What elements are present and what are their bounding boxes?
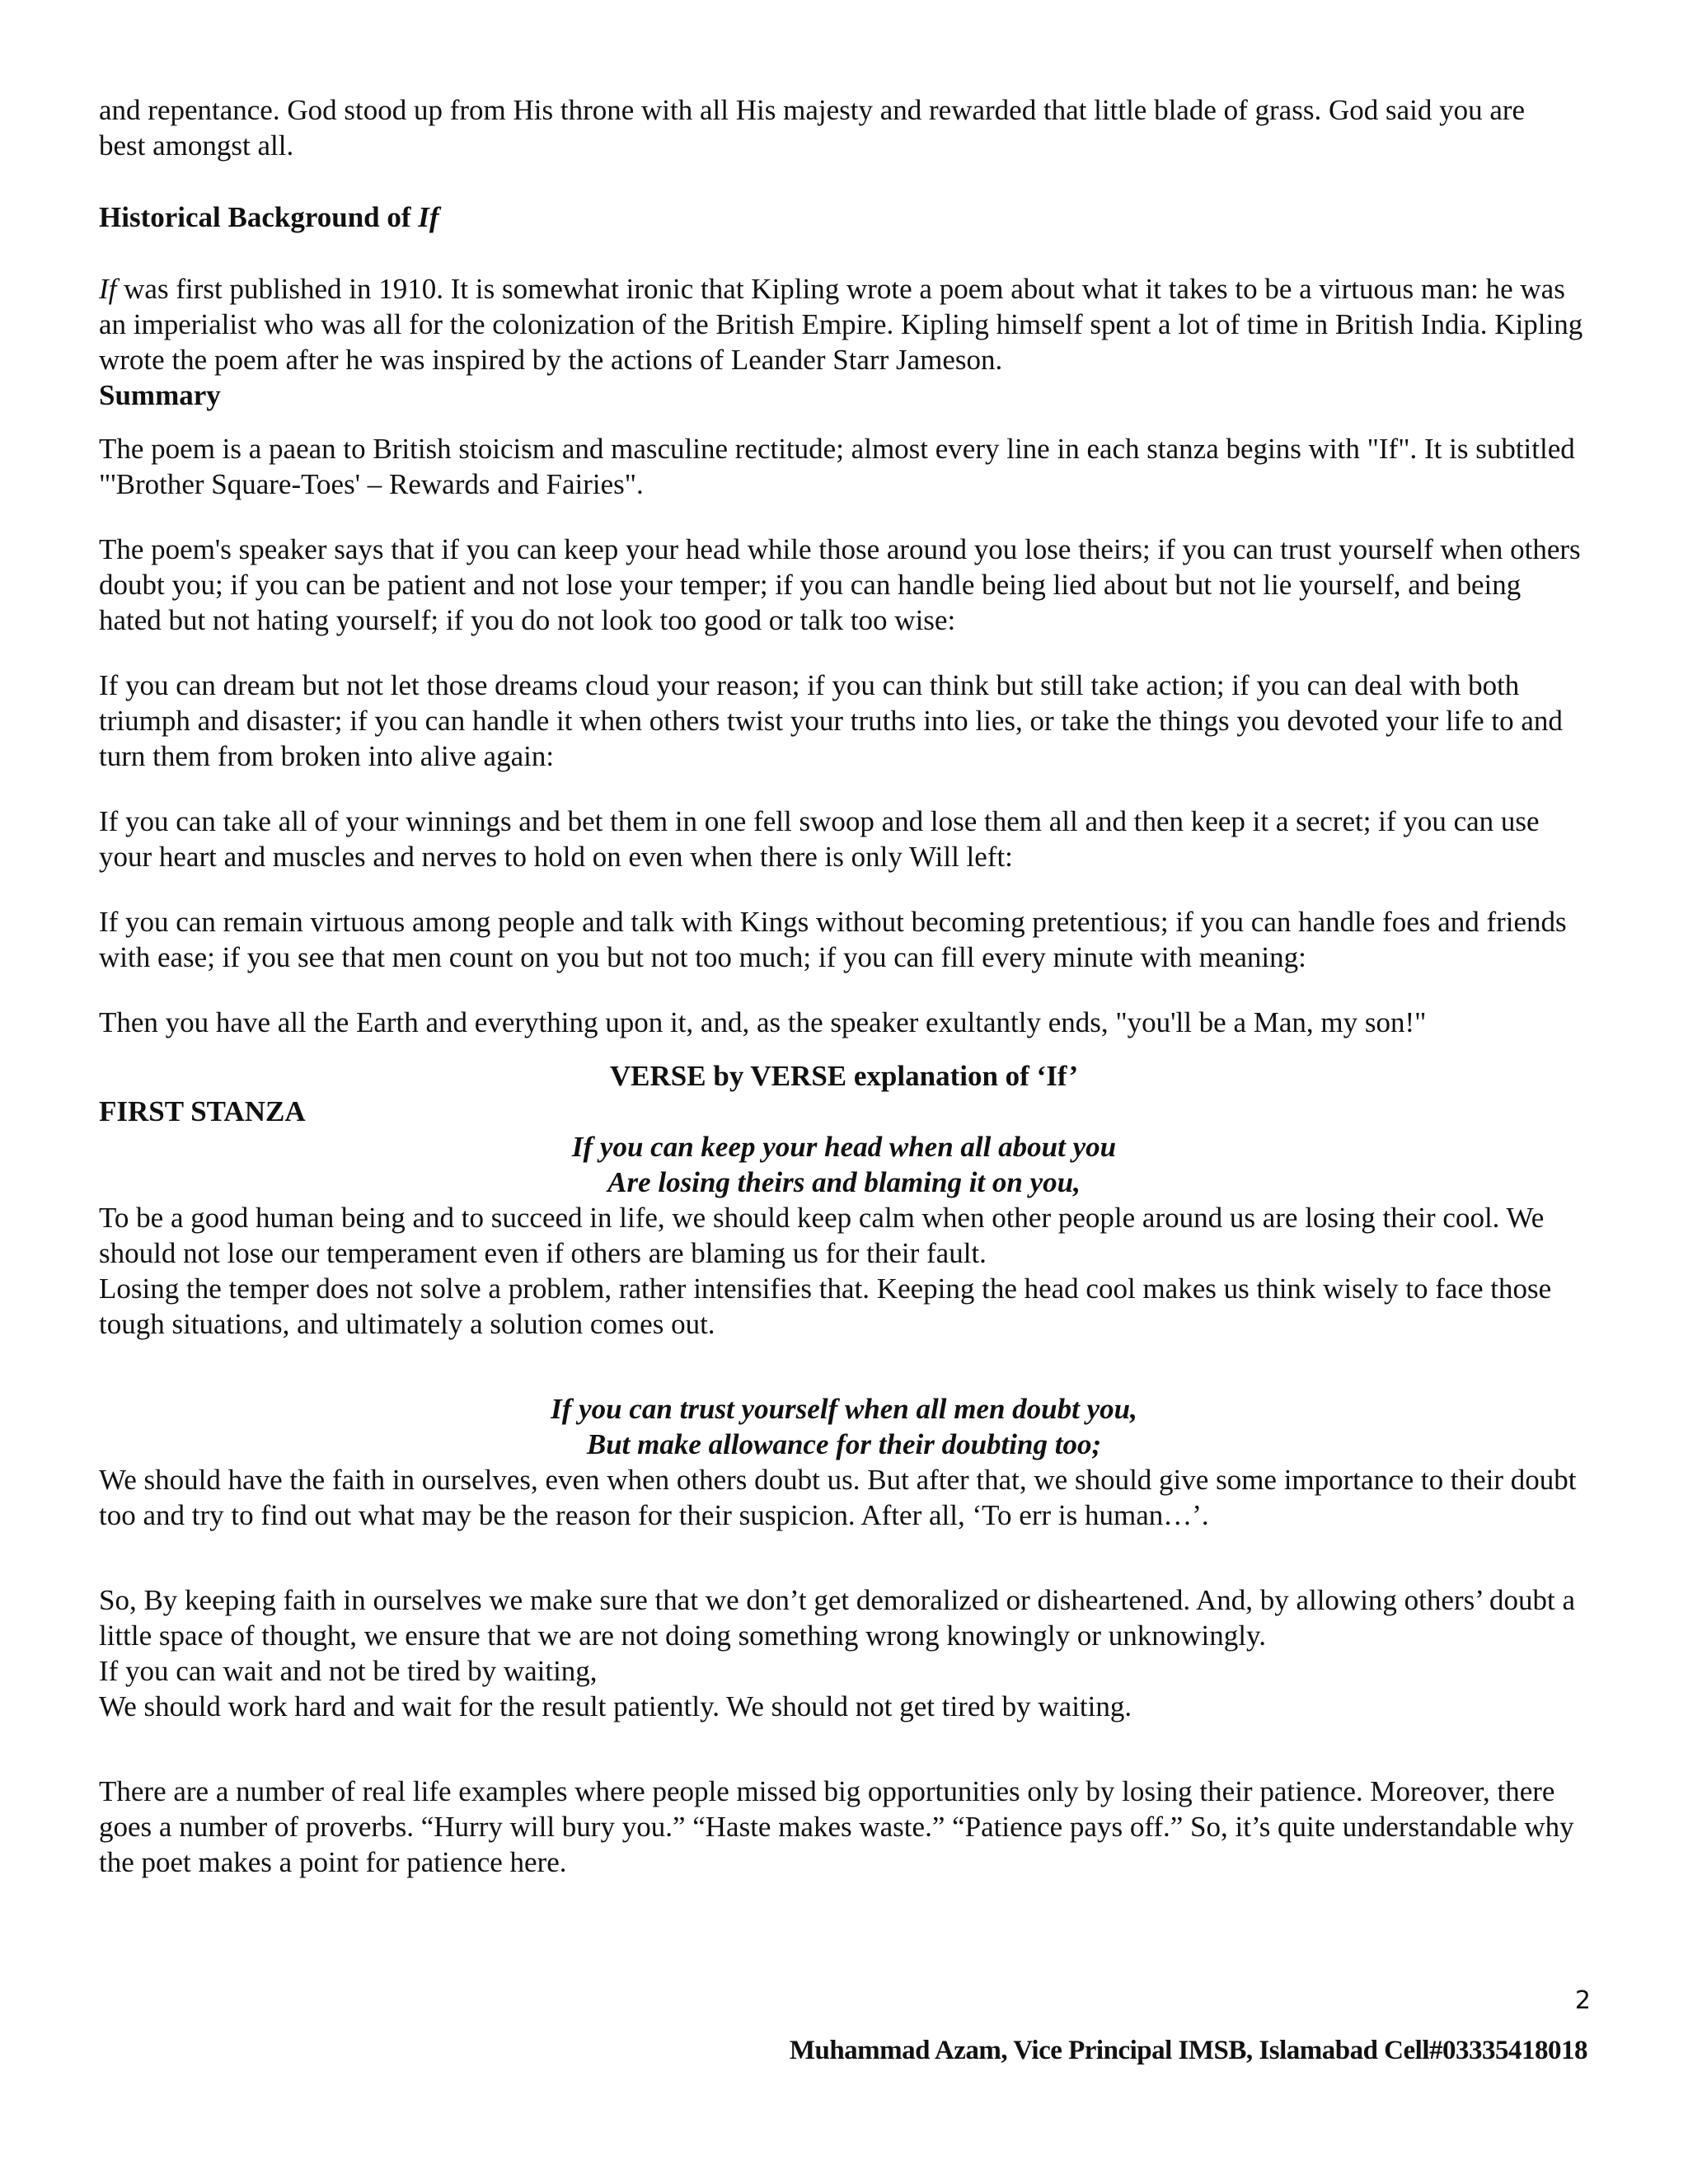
explanation-2: We should have the faith in ourselves, even when others doubt us. But after that, we should give some importance to their doubt too and try to find out what may be the reason for their suspicion. After all, ‘To err is human…’. bbox=[99, 1464, 1577, 1531]
explanation-1b: Losing the temper does not solve a problem, rather intensifies that. Keeping the head cool makes us think wisely to face those tough situations, and ultimately a solution comes out. bbox=[99, 1272, 1552, 1340]
verse-section-title: VERSE by VERSE explanation of ‘If’ bbox=[609, 1060, 1079, 1092]
summary-paragraph-3: If you can dream but not let those dreams cloud your reason; if you can think but still take action; if you can deal with both triumph and disaster; if you can handle it when others twist your truths into lies, or take the things you devoted your life to and turn them from broken into alive again: bbox=[99, 669, 1563, 772]
intro-paragraph bbox=[99, 92, 1589, 163]
historical-paragraph: If was first published in 1910. It is somewhat ironic that Kipling wrote a poem about what it takes to be a virtuous man: he was an imperialist who was all for the colonization of the British Empire. Kipling himself spent a lot of time in British India. Kipling wrote the poem after he was inspired by the actions of Leander Starr Jameson. bbox=[99, 273, 1583, 376]
verse-line-plain: If you can wait and not be tired by waiting, bbox=[99, 1655, 598, 1687]
footer-credit: Muhammad Azam, Vice Principal IMSB, Islamabad Cell#03335418018 bbox=[789, 2036, 1587, 2065]
verse-line: If you can trust yourself when all men doubt you, bbox=[551, 1393, 1137, 1425]
explanation-3a: So, By keeping faith in ourselves we make sure that we don’t get demoralized or disheartened. And, by allowing others’ doubt a little space of thought, we ensure that we are not doing something wrong knowingly or unknowingly. bbox=[99, 1584, 1576, 1652]
summary-heading: Summary bbox=[99, 379, 221, 411]
explanation-1a: To be a good human being and to succeed in life, we should keep calm when other people around us are losing their cool. We should not lose our temperament even if others are blaming us for their fault. bbox=[99, 1202, 1545, 1269]
explanation-4: There are a number of real life examples where people missed big opportunities only by losing their patience. Moreover, there goes a number of proverbs. “Hurry will bury you.” “Haste makes waste.” “Patience pays off.” So, it’s quite understandable why the poet makes a point for patience here. bbox=[99, 1775, 1574, 1878]
intro-line-2: best amongst all. bbox=[99, 129, 294, 162]
summary-paragraph-2: The poem's speaker says that if you can keep your head while those around you lose theirs; if you can trust yourself when others doubt you; if you can be patient and not lose your temper; if you can handle being lied about but not lie yourself, and being hated but not hating yourself; if you do not look too good or talk too wise: bbox=[99, 533, 1581, 636]
stanza-label: FIRST STANZA bbox=[99, 1095, 306, 1127]
verse-line: But make allowance for their doubting too; bbox=[586, 1428, 1102, 1460]
page-number: 2 bbox=[1574, 1986, 1591, 2015]
summary-paragraph-4: If you can take all of your winnings and bet them in one fell swoop and lose them all and then keep it a secret; if you can use your heart and muscles and nerves to hold on even when there is only Will left: bbox=[99, 805, 1540, 873]
historical-heading: Historical Background of If bbox=[99, 201, 439, 233]
explanation-3b: We should work hard and wait for the result patiently. We should not get tired by waiting. bbox=[99, 1690, 1132, 1722]
intro-line-1: and repentance. God stood up from His throne with all His majesty and rewarded that little blade of grass. God said you are bbox=[99, 94, 1526, 126]
document-page bbox=[99, 92, 1589, 1880]
summary-paragraph-5: If you can remain virtuous among people and talk with Kings without becoming pretentious; if you can handle foes and friends with ease; if you see that men count on you but not too much; if you can fill every minute with meaning: bbox=[99, 906, 1567, 973]
verse-line: If you can keep your head when all about you bbox=[571, 1131, 1117, 1163]
summary-paragraph-1: The poem is a paean to British stoicism and masculine rectitude; almost every line in each stanza begins with "If". It is subtitled "'Brother Square-Toes' – Rewards and Fairies". bbox=[99, 433, 1575, 500]
verse-line: Are losing theirs and blaming it on you, bbox=[607, 1166, 1081, 1198]
summary-paragraph-6: Then you have all the Earth and everything upon it, and, as the speaker exultantly ends, "you'll be a Man, my son!" bbox=[99, 1006, 1427, 1038]
